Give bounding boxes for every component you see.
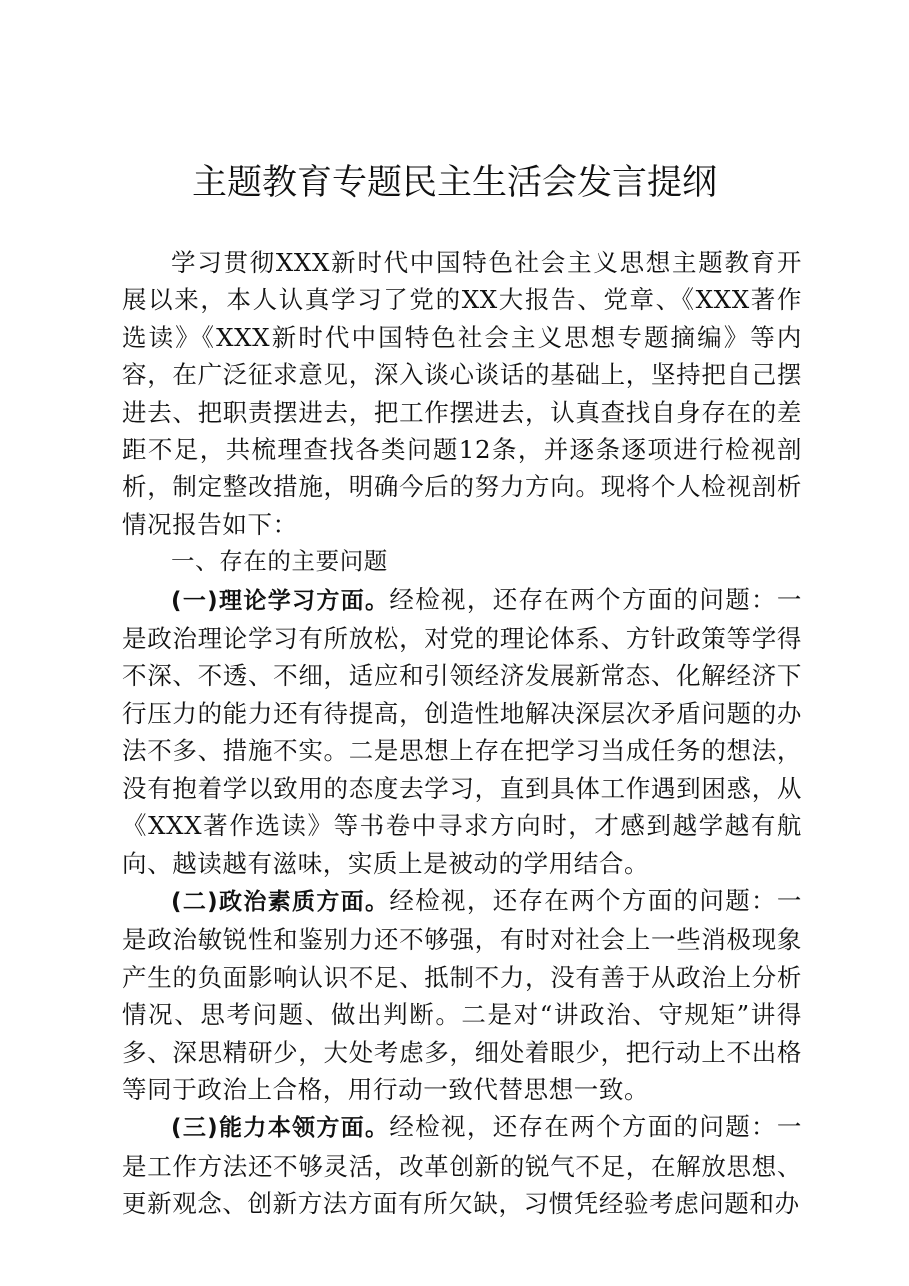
item-text-politics: 经检视，还存在两个方面的问题：一是政治敏锐性和鉴别力还不够强，有时对社会上一些消极现象产生的负面影响认识不足、抵制不力，没有善于从政治上分析情况、思考问题、做出判断。二是对“讲政治、守规矩”讲得多、深思精研少，大处考虑多，细处着眼少，把行动上不出格等同于政治上合格，用行动一致代替思想一致。 [122,885,802,1104]
item-paragraph-ability [122,1108,802,1222]
item-text-theory: 经检视，还存在两个方面的问题：一是政治理论学习有所放松，对党的理论体系、方针政策等学得不深、不透、不细，适应和引领经济发展新常态、化解经济下行压力的能力还有待提高，创造性地解决深层次矛盾问题的办法不多、措施不实。二是思想上存在把学习当成任务的想法，没有抱着学以致用的态度去学习，直到具体工作遇到困惑，从《XXX著作选读》等书卷中寻求方向时，才感到越学越有航向、越读越有滋味，实质上是被动的学用结合。 [122,584,802,878]
intro-paragraph: 学习贯彻XXX新时代中国特色社会主义思想主题教育开展以来，本人认真学习了党的XX大报告、党章、《XXX著作选读》《XXX新时代中国特色社会主义思想专题摘编》等内容，在广泛征求意见，深入谈心谈话的基础上，坚持把自己摆进去、把职责摆进去，把工作摆进去，认真查找自身存在的差距不足，共梳理查找各类问题12条，并逐条逐项进行检视剖析，制定整改措施，明确今后的努力方向。现将个人检视剖析情况报告如下： [122,248,802,539]
section-heading: 一、存在的主要问题 [171,547,388,576]
item-paragraph-theory [122,581,802,882]
item-paragraph-politics [122,882,802,1108]
item-lead-theory: (一)理论学习方面。 [171,587,390,614]
document-title: 主题教育专题民主生活会发言提纲 [191,163,717,203]
item-lead-ability: (三)能力本领方面。 [171,1115,390,1142]
document-body [122,244,802,1223]
item-lead-politics: (二)政治素质方面。 [171,888,390,915]
item-text-ability: 经检视，还存在两个方面的问题：一是工作方法还不够灵活，改革创新的锐气不足，在解放思想、更新观念、创新方法方面有所欠缺，习惯凭经验考虑问题和办 [122,1112,802,1219]
